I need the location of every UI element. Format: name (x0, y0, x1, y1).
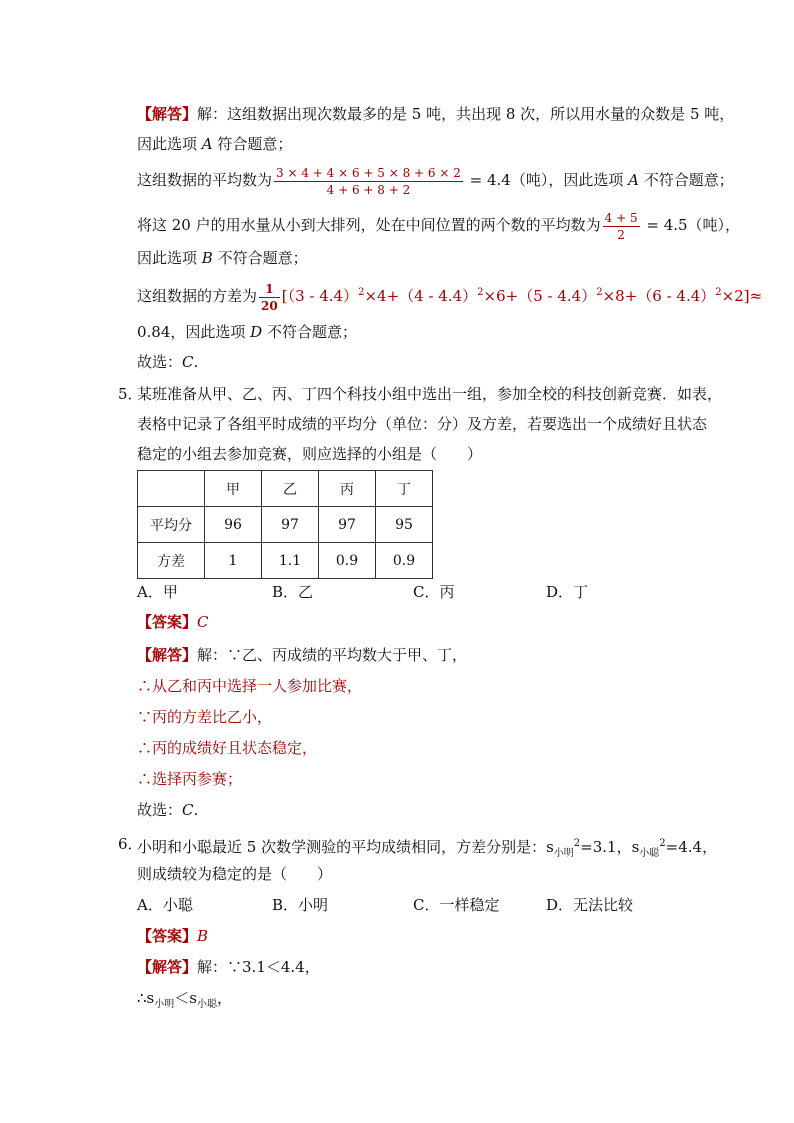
mean-fraction (274, 165, 463, 198)
prev-solution-line-5 (137, 248, 308, 268)
answer-tag: 【答案】 (137, 613, 198, 631)
question-5-solution-line-4: ∴丙的成绩好且状态稳定， (137, 739, 318, 757)
table-cell: 乙 (262, 471, 319, 507)
table-cell: 0.9 (376, 543, 433, 579)
solution-tag: 【解答】 (137, 958, 198, 976)
variance-fraction (259, 281, 280, 314)
exponent: 2 (573, 838, 581, 849)
solution-text: 解：∵3.1＜4.4， (197, 958, 320, 976)
answer-letter: C (197, 613, 209, 631)
text: 故选： (137, 801, 183, 819)
answer-letter: C (182, 801, 194, 819)
text: 这组数据的方差为 (137, 287, 258, 305)
table-cell: 1 (205, 543, 262, 579)
subscript: 小明 (154, 999, 175, 1010)
table-cell: 0.9 (319, 543, 376, 579)
prev-solution-line-2 (137, 134, 292, 154)
solution-text: 解：这组数据出现次数最多的是 5 吨，共出现 8 次，所以用水量的众数是 5 吨， (197, 105, 735, 123)
option-d: D．无法比较 (546, 896, 634, 914)
text: 不符合题意； (212, 249, 308, 267)
solution-text: 解：∵乙、丙成绩的平均数大于甲、丁， (197, 646, 468, 664)
text: 因此选项 (137, 135, 202, 153)
prev-solution-line-1 (137, 104, 734, 124)
question-5-number: 5． (118, 385, 143, 403)
prev-solution-line-7 (137, 322, 357, 342)
expr-part: ×8+（6 - 4.4） (602, 287, 716, 305)
text: 这组数据的平均数为 (137, 171, 273, 189)
question-5-solution-line-6 (137, 800, 198, 820)
question-6-line-1 (137, 834, 717, 864)
fraction-numerator: 3 × 4 + 4 × 6 + 5 × 8 + 6 × 2 (276, 165, 461, 180)
text: = 4.4（吨），因此选项 (464, 171, 629, 189)
table-cell: 丙 (319, 471, 376, 507)
option-letter: A (628, 171, 639, 189)
scores-table (137, 470, 433, 579)
text: 符合题意； (212, 135, 293, 153)
text: ＜s (174, 989, 197, 1007)
question-6-number: 6． (118, 835, 143, 853)
question-6-solution-line-1 (137, 957, 320, 977)
option-c: C．丙 (413, 583, 455, 601)
exponent: 2 (477, 287, 484, 298)
fraction-denominator: 2 (617, 227, 625, 242)
text: =3.1，s (580, 838, 640, 856)
table-cell: 97 (319, 507, 376, 543)
text: ∴s (137, 989, 155, 1007)
option-d: D．丁 (546, 583, 589, 601)
text: 因此选项 (137, 249, 202, 267)
answer-letter: B (197, 927, 209, 945)
table-cell: 97 (262, 507, 319, 543)
table-cell: 96 (205, 507, 262, 543)
fraction-denominator: 20 (261, 298, 278, 313)
table-cell: 1.1 (262, 543, 319, 579)
option-a: A．甲 (137, 583, 178, 601)
text: 小明和小聪最近 5 次数学测验的平均成绩相同，方差分别是：s (137, 838, 554, 856)
question-5-answer (137, 612, 209, 632)
exponent: 2 (715, 287, 722, 298)
question-5-solution-line-1 (137, 645, 467, 665)
question-6-line-2: 则成绩较为稳定的是（ ） (137, 865, 333, 883)
text: 将这 20 户的用水量从小到大排列，处在中间位置的两个数的平均数为 (137, 216, 601, 234)
prev-solution-line-4 (137, 208, 740, 243)
text: . (193, 353, 199, 371)
option-letter: B (201, 249, 213, 267)
expr-part: ×4+（4 - 4.4） (364, 287, 478, 305)
expr-part: [（3 - 4.4） (281, 287, 359, 305)
option-a: A．小聪 (137, 896, 193, 914)
question-5-solution-line-3: ∵丙的方差比乙小， (137, 708, 273, 726)
expr-part: ×6+（5 - 4.4） (483, 287, 597, 305)
solution-tag: 【解答】 (137, 646, 198, 664)
subscript: 小明 (553, 848, 574, 859)
prev-solution-line-6 (137, 273, 762, 316)
table-cell (138, 471, 205, 507)
text: = 4.5（吨）， (641, 216, 741, 234)
prev-solution-line-8 (137, 352, 198, 372)
question-6-solution-line-2 (137, 988, 232, 1015)
text: 不符合题意； (262, 323, 357, 341)
text: ， (216, 989, 232, 1007)
table-cell: 丁 (376, 471, 433, 507)
subscript: 小聪 (196, 999, 217, 1010)
text: . (193, 801, 199, 819)
expr-part: ×2]≈ (721, 287, 763, 305)
option-letter: A (201, 135, 213, 153)
table-header-row (138, 471, 433, 507)
exponent: 2 (596, 287, 603, 298)
text: 故选： (137, 353, 183, 371)
question-5-line-3: 稳定的小组去参加竞赛，则应选择的小组是（ ） (137, 445, 483, 463)
fraction-numerator: 1 (259, 281, 280, 298)
solution-tag: 【解答】 (137, 105, 198, 123)
option-b: B．小明 (272, 896, 329, 914)
prev-solution-line-3 (137, 163, 734, 198)
text: 0.84，因此选项 (137, 323, 251, 341)
question-5-line-2: 表格中记录了各组平时成绩的平均分（单位：分）及方差，若要选出一个成绩好且状态 (137, 415, 708, 433)
question-5-solution-line-2: ∴从乙和丙中选择一人参加比赛， (137, 677, 363, 695)
table-cell: 95 (376, 507, 433, 543)
option-b: B．乙 (272, 583, 314, 601)
answer-letter: C (182, 353, 194, 371)
exponent: 2 (659, 838, 666, 849)
subscript: 小聪 (639, 848, 660, 859)
table-cell: 平均分 (138, 507, 205, 543)
text: 不符合题意； (638, 171, 734, 189)
variance-expression (282, 287, 762, 305)
fraction-denominator: 4 + 6 + 8 + 2 (326, 182, 411, 197)
exponent: 2 (358, 287, 365, 298)
median-fraction (603, 210, 640, 243)
table-cell: 甲 (205, 471, 262, 507)
question-5-solution-line-5: ∴选择丙参赛； (137, 770, 243, 788)
table-cell: 方差 (138, 543, 205, 579)
question-6-answer (137, 926, 208, 946)
question-5-line-1: 某班准备从甲、乙、丙、丁四个科技小组中选出一组，参加全校的科技创新竞赛．如表， (137, 385, 723, 403)
table-row (138, 543, 433, 579)
answer-tag: 【答案】 (137, 927, 198, 945)
table-row (138, 507, 433, 543)
fraction-numerator: 4 + 5 (604, 210, 638, 225)
text: =4.4， (665, 838, 718, 856)
option-letter: D (250, 323, 263, 341)
option-c: C．一样稳定 (413, 896, 500, 914)
